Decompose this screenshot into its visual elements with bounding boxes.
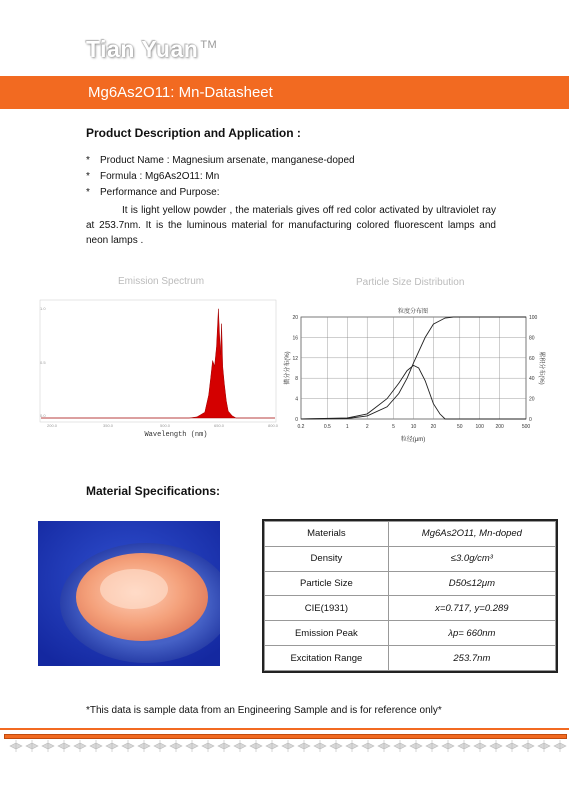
y-tick-label: 0 (295, 417, 298, 423)
description-heading: Product Description and Application : (86, 126, 301, 140)
y-tick-label: 20 (529, 396, 535, 403)
list-item: * Performance and Purpose: (86, 187, 220, 198)
particle-x-ticks (298, 424, 531, 430)
x-tick-label: 0.2 (297, 424, 305, 430)
table-row: CIE(1931) x=0.717, y=0.289 (265, 596, 556, 621)
emission-chart-title: Emission Spectrum (118, 276, 205, 287)
x-tick-label: 1 (345, 424, 349, 430)
list-item: * Product Name : Magnesium arsenate, manganese-doped (86, 155, 355, 166)
particle-y-ticks-left (292, 315, 298, 423)
x-tick-label: 2 (365, 424, 369, 430)
x-tick-label: 200.0 (47, 423, 58, 428)
table-row: Excitation Range 253.7nm (265, 646, 556, 671)
y-tick-label: 0.0 (40, 413, 46, 418)
y-tick-label: 20 (292, 315, 298, 321)
x-axis-label: 粒径(μm) (400, 437, 426, 443)
y-axis-label-right: 累积分布(%) (538, 351, 544, 385)
y-tick-label: 8 (295, 376, 298, 383)
x-tick-label: 200 (495, 424, 504, 430)
trademark-mark: TM (200, 39, 218, 52)
footer-note: *This data is sample data from an Engineering Sample and is for reference only* (86, 705, 442, 716)
x-tick-label: 20 (430, 424, 437, 430)
decorative-sparkle-row (0, 740, 569, 750)
x-axis-label: Wavelength (nm) (144, 431, 208, 439)
specifications-table (262, 519, 558, 673)
particle-y-ticks-right (529, 315, 538, 423)
description-paragraph: It is light yellow powder , the materials gives off red color activated by ultraviolet ray at 253.7nm. It is the luminous material for manufacturing colored fluorescent lamps and neon lamps . (86, 205, 496, 246)
x-tick-label: 0.5 (323, 424, 331, 430)
y-tick-label: 4 (295, 396, 298, 403)
x-tick-label: 500.0 (160, 423, 171, 428)
y-tick-label: 40 (529, 376, 535, 383)
brand-name: Tian Yuan (86, 36, 199, 62)
x-tick-label: 350.0 (103, 423, 114, 428)
y-tick-label: 0 (529, 417, 532, 423)
particle-grid (301, 317, 526, 419)
list-item: * Formula : Mg6As2O11: Mn (86, 171, 220, 182)
footer-rule (0, 728, 569, 730)
x-tick-label: 100 (475, 424, 484, 430)
y-tick-label: 80 (529, 335, 535, 342)
table-row: Particle Size D50≤12μm (265, 571, 556, 596)
x-tick-label: 500 (521, 424, 531, 430)
specs-heading: Material Specifications: (86, 484, 221, 498)
x-tick-label: 50 (457, 424, 463, 430)
y-tick-label: 0.5 (40, 360, 46, 365)
particle-chart-title: Particle Size Distribution (356, 277, 465, 288)
x-tick-label: 5 (392, 424, 395, 430)
table-row: Emission Peak λp= 660nm (265, 621, 556, 646)
table-row: Materials Mg6As2O11, Mn-doped (265, 522, 556, 547)
product-photo (38, 521, 220, 666)
table-row: Density ≤3.0g/cm³ (265, 546, 556, 571)
x-tick-label: 650.0 (214, 423, 225, 428)
x-tick-label: 10 (410, 424, 417, 430)
y-tick-label: 16 (292, 335, 298, 342)
y-tick-label: 60 (529, 355, 535, 362)
page-title: Mg6As2O11: Mn-Datasheet (88, 84, 273, 101)
x-tick-label: 800.0 (268, 423, 279, 428)
y-tick-label: 1.0 (40, 306, 46, 311)
footer-bar (4, 734, 567, 739)
particle-inner-title: 粒度分布图 (397, 309, 429, 315)
y-tick-label: 12 (292, 355, 298, 362)
y-tick-label: 100 (529, 315, 538, 321)
y-axis-label-left: 微分分布(%) (285, 351, 291, 385)
